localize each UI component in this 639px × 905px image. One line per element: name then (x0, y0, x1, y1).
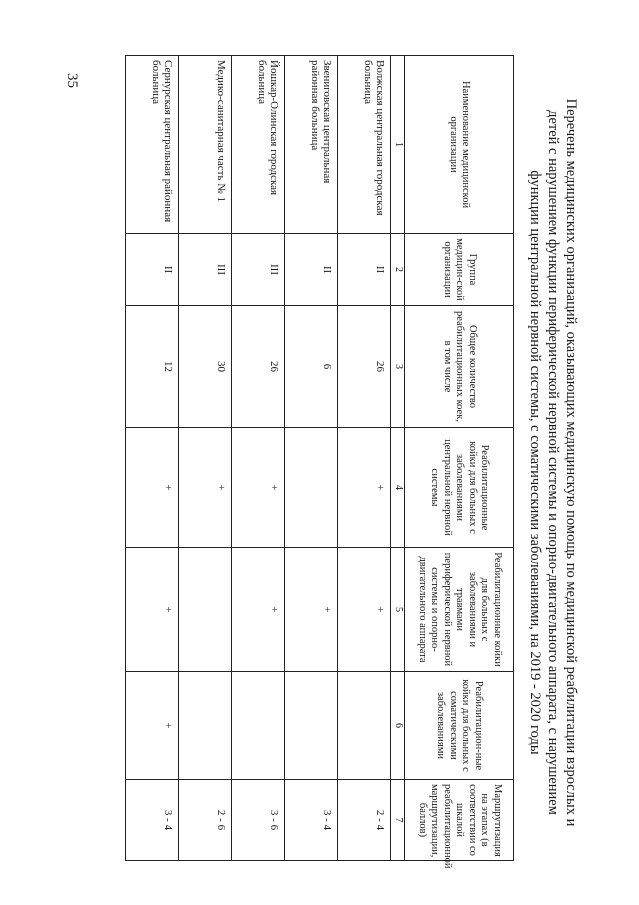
cns-beds-cell: + (232, 428, 285, 548)
pns-beds-cell: + (232, 548, 285, 672)
title-line: детей с нарушением функции периферической нервной системы и опорно-двигательного аппарата, с нарушением (545, 110, 561, 815)
org-name-cell: Медико-санитарная часть № 1 (179, 56, 232, 234)
pns-beds-cell: + (338, 548, 391, 672)
column-number: 6 (391, 672, 405, 780)
page-number: 35 (64, 73, 80, 88)
group-cell: II (285, 234, 338, 306)
column-number: 3 (391, 306, 405, 428)
somatic-beds-cell (285, 672, 338, 780)
header-group: Группа медицин-ской организации (405, 234, 514, 306)
cns-beds-cell: + (126, 428, 179, 548)
column-number: 2 (391, 234, 405, 306)
cns-beds-cell: + (338, 428, 391, 548)
column-number-row (391, 56, 405, 861)
table-row (338, 56, 391, 861)
title-line: Перечень медицинских организаций, оказывающих медицинскую помощь по медицинской реабилитации взрослых и (563, 98, 579, 827)
pns-beds-cell: + (126, 548, 179, 672)
header-routing: Маршрутизация на этапах (в соответствии со шкалой реабилитационной маршрутизации, баллов) (405, 780, 514, 861)
column-number: 5 (391, 548, 405, 672)
somatic-beds-cell (232, 672, 285, 780)
routing-cell: 2 - 4 (338, 780, 391, 861)
header-pns-beds: Реабилитационные койки для больных с заболеваниями и травмами периферической нервной системы и опорно-двигательного аппарата (405, 548, 514, 672)
header-somatic-beds: Реабилитацион-ные койки для больных с соматическими заболеваниями (405, 672, 514, 780)
table-row (285, 56, 338, 861)
total-beds-cell: 26 (232, 306, 285, 428)
pns-beds-cell: + (285, 548, 338, 672)
rehabilitation-table (126, 55, 515, 869)
group-cell: III (232, 234, 285, 306)
total-beds-cell: 30 (179, 306, 232, 428)
total-beds-cell: 26 (338, 306, 391, 428)
document-title (526, 55, 580, 870)
cns-beds-cell (285, 428, 338, 548)
column-number: 4 (391, 428, 405, 548)
column-number: 1 (391, 56, 405, 234)
header-cns-beds: Реабилитационные койки для больных с заболеваниями центральной нервной системы (405, 428, 514, 548)
group-cell: II (126, 234, 179, 306)
column-number: 7 (391, 780, 405, 861)
routing-cell: 3 - 4 (126, 780, 179, 861)
total-beds-cell: 6 (285, 306, 338, 428)
org-name-cell: Сернурская центральная районная больница (126, 56, 179, 234)
table-row (126, 56, 179, 861)
header-row (405, 56, 514, 861)
somatic-beds-cell: + (126, 672, 179, 780)
somatic-beds-cell (179, 672, 232, 780)
group-cell: II (338, 234, 391, 306)
header-total-beds: Общее количество реабилитационных коек, в том числе (405, 306, 514, 428)
title-line: функции центральной нервной системы, с соматическими заболеваниями, на 2019 - 2020 годы (527, 170, 543, 755)
total-beds-cell: 12 (126, 306, 179, 428)
pns-beds-cell (179, 548, 232, 672)
table-row (179, 56, 232, 861)
somatic-beds-cell (338, 672, 391, 780)
routing-cell: 3 - 6 (232, 780, 285, 861)
routing-cell: 2 - 6 (179, 780, 232, 861)
rotated-page (0, 55, 580, 870)
table-row (232, 56, 285, 861)
group-cell: III (179, 234, 232, 306)
header-org-name: Наименование медицинской организации (405, 56, 514, 234)
routing-cell: 3 - 4 (285, 780, 338, 861)
org-name-cell: Йошкар-Олинская городская больница (232, 56, 285, 234)
cns-beds-cell: + (179, 428, 232, 548)
org-name-cell: Звениговская центральная районная больница (285, 56, 338, 234)
org-name-cell: Волжская центральная городская больница (338, 56, 391, 234)
